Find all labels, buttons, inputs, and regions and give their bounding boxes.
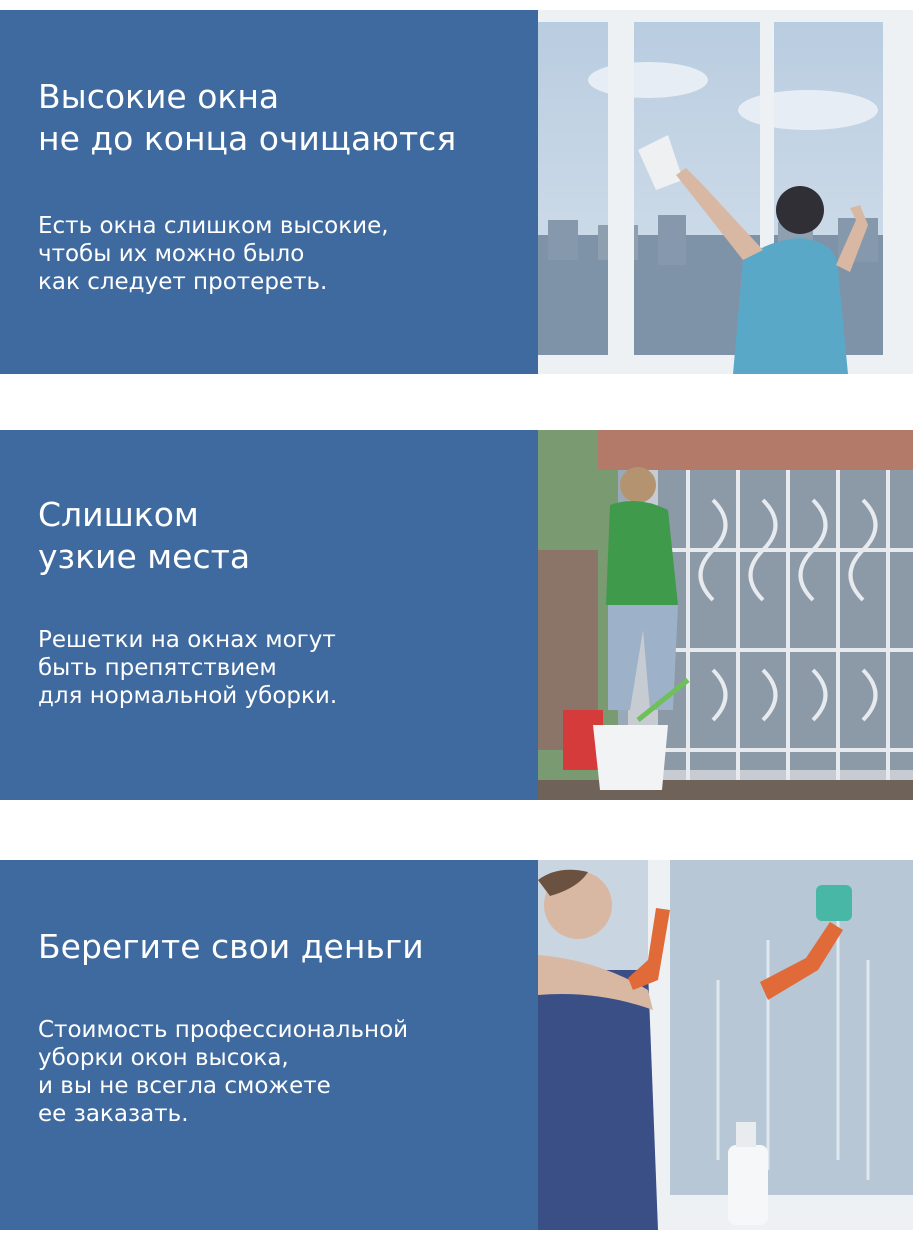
photo-man-wiping-window [538, 860, 913, 1230]
card-description: Есть окна слишком высокие, чтобы их можно было как следует протереть. [38, 213, 389, 295]
feature-card-tall-windows [0, 10, 913, 374]
woman-cleaning-barred-window-illustration [538, 430, 913, 800]
man-wiping-window-with-sponge-illustration [538, 860, 913, 1230]
card-title: Высокие окна не до конца очищаются [38, 77, 457, 158]
card-title: Слишком узкие места [38, 495, 251, 576]
photo-woman-cleaning-barred-window [538, 430, 913, 800]
card-description: Стоимость профессиональной уборки окон высока, и вы не всегла сможете ее заказать. [38, 1017, 409, 1127]
photo-woman-cleaning-tall-window [538, 10, 913, 374]
feature-card-save-money [0, 860, 913, 1230]
text-panel [0, 860, 538, 1230]
text-panel [0, 10, 538, 374]
woman-wiping-tall-window-illustration [538, 10, 913, 374]
card-title: Берегите свои деньги [38, 927, 424, 966]
feature-card-narrow-places [0, 430, 913, 800]
text-panel [0, 430, 538, 800]
card-description: Решетки на окнах могут быть препятствием для нормальной уборки. [38, 627, 338, 709]
